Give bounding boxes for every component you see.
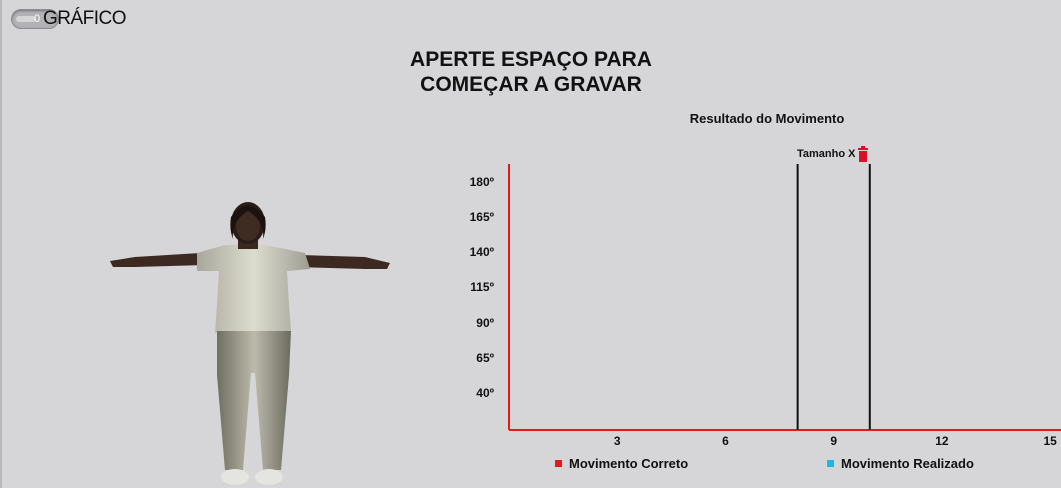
instruction-line-2: COMEÇAR A GRAVAR <box>420 73 642 96</box>
y-tick-label: 40º <box>476 386 494 400</box>
toggle-knob[interactable] <box>16 16 36 22</box>
x-tick-label: 15 <box>1043 434 1057 448</box>
legend-label-realized: Movimento Realizado <box>841 456 974 471</box>
legend-realized <box>827 456 974 471</box>
legend-label-correct: Movimento Correto <box>569 456 689 471</box>
toggle-count: 0 <box>34 13 41 25</box>
legend-swatch-correct <box>555 460 562 467</box>
x-tick-label: 9 <box>830 434 838 448</box>
chart-title: Resultado do Movimento <box>689 111 845 126</box>
x-tick-label: 12 <box>935 434 949 448</box>
marker-label: Tamanho X <box>797 148 856 160</box>
y-tick-label: 90º <box>476 316 494 330</box>
y-tick-label: 115º <box>470 280 494 294</box>
female-avatar-icon <box>105 195 395 488</box>
y-tick-label: 65º <box>476 351 494 365</box>
trash-icon[interactable] <box>857 146 869 162</box>
y-tick-label: 180º <box>469 175 494 189</box>
record-instruction <box>380 47 682 97</box>
x-tick-label: 6 <box>722 434 729 448</box>
page-title: GRÁFICO <box>43 8 127 29</box>
y-tick-label: 140º <box>469 245 494 259</box>
x-tick-label: 3 <box>613 434 621 448</box>
window-left-border <box>0 0 2 488</box>
legend-correct <box>555 456 688 471</box>
legend-swatch-realized <box>827 460 834 467</box>
y-tick-label: 165º <box>469 210 494 224</box>
instruction-line-1: APERTE ESPAÇO PARA <box>410 48 652 71</box>
